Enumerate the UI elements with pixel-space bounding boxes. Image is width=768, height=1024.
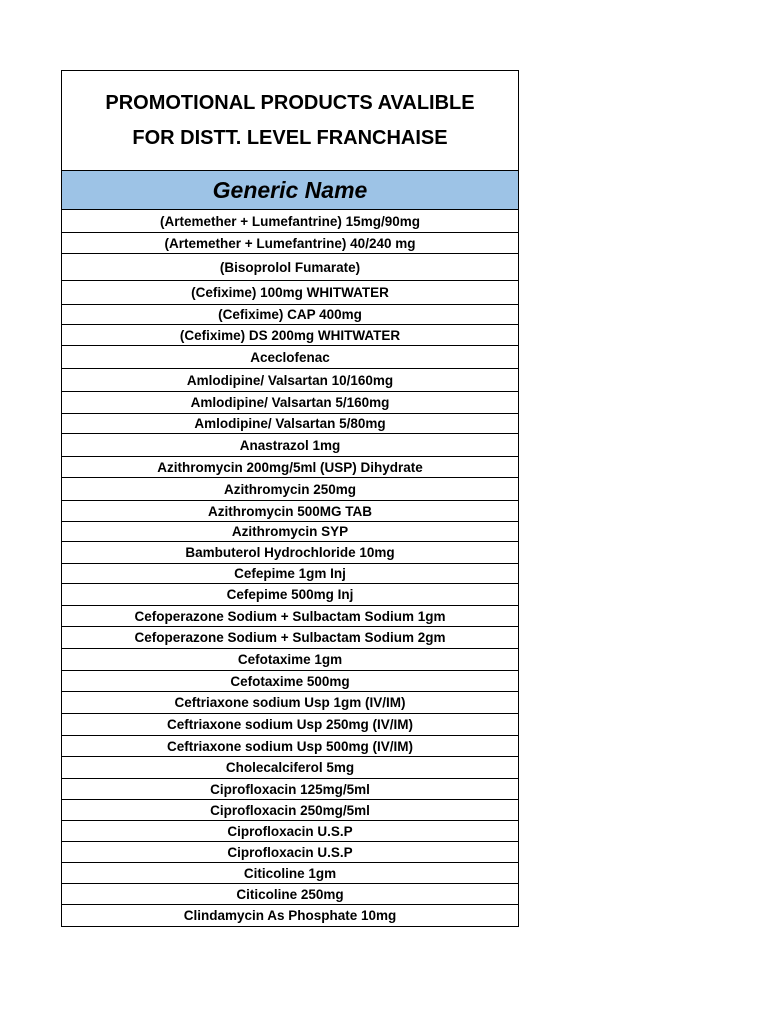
table-row: Amlodipine/ Valsartan 5/160mg [62,392,518,414]
table-row: (Bisoprolol Fumarate) [62,254,518,281]
table-row: Cefoperazone Sodium + Sulbactam Sodium 2gm [62,627,518,649]
table-row: Cefepime 1gm Inj [62,564,518,584]
table-row: Ciprofloxacin 250mg/5ml [62,800,518,821]
product-table [61,70,519,927]
table-row: Aceclofenac [62,346,518,369]
table-row: Ceftriaxone sodium Usp 250mg (IV/IM) [62,714,518,736]
table-row: Cholecalciferol 5mg [62,757,518,779]
table-row: Azithromycin 250mg [62,478,518,501]
table-row: (Cefixime) CAP 400mg [62,305,518,325]
table-row: Ceftriaxone sodium Usp 500mg (IV/IM) [62,736,518,757]
table-title [62,71,518,171]
table-row: Bambuterol Hydrochloride 10mg [62,542,518,564]
title-line-2: FOR DISTT. LEVEL FRANCHAISE [132,126,448,149]
table-body [62,210,518,927]
table-row: Amlodipine/ Valsartan 10/160mg [62,369,518,392]
table-row: Ciprofloxacin U.S.P [62,842,518,863]
table-row: Ciprofloxacin U.S.P [62,821,518,842]
table-row: Cefoperazone Sodium + Sulbactam Sodium 1gm [62,606,518,627]
title-line-1: PROMOTIONAL PRODUCTS AVALIBLE [105,91,475,114]
table-row: Azithromycin SYP [62,522,518,542]
table-row: (Artemether + Lumefantrine) 40/240 mg [62,233,518,254]
table-row: Ceftriaxone sodium Usp 1gm (IV/IM) [62,692,518,714]
table-row: Anastrazol 1mg [62,434,518,457]
table-row: Citicoline 1gm [62,863,518,884]
table-row: Azithromycin 200mg/5ml (USP) Dihydrate [62,457,518,478]
table-row: Clindamycin As Phosphate 10mg [62,905,518,927]
table-row: Cefotaxime 1gm [62,649,518,671]
table-row: Azithromycin 500MG TAB [62,501,518,522]
table-row: Citicoline 250mg [62,884,518,905]
column-header-generic-name: Generic Name [62,171,518,210]
table-row: Ciprofloxacin 125mg/5ml [62,779,518,800]
table-row: Cefepime 500mg Inj [62,584,518,606]
table-row: Amlodipine/ Valsartan 5/80mg [62,414,518,434]
table-row: (Artemether + Lumefantrine) 15mg/90mg [62,210,518,233]
table-row: (Cefixime) DS 200mg WHITWATER [62,325,518,346]
table-row: (Cefixime) 100mg WHITWATER [62,281,518,305]
table-row: Cefotaxime 500mg [62,671,518,692]
